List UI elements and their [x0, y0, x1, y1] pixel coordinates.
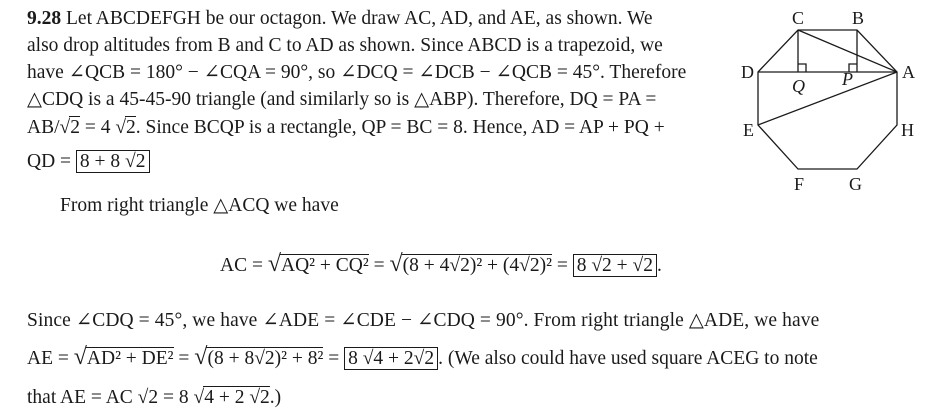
label-f: F: [794, 174, 805, 194]
text-ab: AB/: [27, 117, 60, 138]
sqrt-two-b: 2: [126, 117, 136, 138]
ae-radicand-1: AD² + DE²: [86, 348, 174, 369]
ae-equals-1: =: [173, 348, 195, 369]
sqrt-two: 2: [70, 117, 80, 138]
label-a: A: [902, 62, 915, 82]
answer-ae-radicand: 4 + 2√2: [373, 348, 435, 369]
label-d: D: [741, 62, 754, 82]
problem-line-2: also drop altitudes from B and C to AD as shown. Since ABCD is a trapezoid, we: [27, 35, 663, 56]
eq-radicand-1: AQ² + CQ²: [281, 255, 369, 276]
problem-number: 9.28: [27, 8, 62, 29]
answer-ae-coef: 8: [348, 348, 358, 369]
eq-radicand-2: (8 + 4√2)² + (4√2)²: [402, 255, 552, 276]
text-rectangle: . Since BCQP is a rectangle, QP = BC = 8. Hence, AD = AP + PQ +: [135, 117, 665, 138]
label-b: B: [852, 8, 865, 28]
problem-line-4: △CDQ is a 45-45-90 triangle (and similarly so is △ABP). Therefore, DQ = PA =: [27, 89, 657, 110]
problem-line-1: [27, 8, 653, 29]
segment-ac: [798, 30, 897, 72]
segment-ae: [758, 72, 897, 125]
para3-line-1: Since ∠CDQ = 45°, we have ∠ADE = ∠CDE − ∠CDQ = 90°. From right triangle △ADE, we have: [27, 310, 820, 331]
text-qd: QD =: [27, 151, 76, 172]
sqrt-symbol-4: √: [194, 344, 208, 370]
label-p: P: [842, 69, 853, 89]
label-h: H: [901, 120, 914, 140]
ae-alt-close: .): [269, 387, 282, 408]
eq-equals-2: =: [551, 255, 573, 276]
ae-equals-2: =: [323, 348, 345, 369]
answer-box-ad: 8 + 8 √2: [76, 150, 150, 173]
para2-intro: From right triangle △ACQ we have: [60, 195, 339, 216]
problem-line-6: [27, 150, 150, 172]
sqrt-symbol-3: √: [73, 344, 87, 370]
ae-radicand-2: (8 + 8√2)² + 8²: [207, 348, 324, 369]
equation-ac: AC = √AQ² + CQ² = √(8 + 4√2)² + (4√2)² = 8 √2 + √2 .: [220, 251, 662, 277]
problem-line-5: AB/√2 = 4 √2. Since BCQP is a rectangle, QP = BC = 8. Hence, AD = AP + PQ +: [27, 117, 665, 138]
text-ae-ac: that AE = AC √2 = 8: [27, 387, 189, 408]
answer-ac-radicand: 2 + √2: [602, 255, 653, 276]
sqrt-symbol: √: [267, 251, 282, 277]
right-angle-q: [798, 64, 806, 72]
eq-equals-1: =: [368, 255, 390, 276]
text-equals-four: = 4: [79, 117, 111, 138]
octagon-outline: [758, 30, 897, 169]
label-c: C: [792, 8, 805, 28]
para3-line-3: that AE = AC √2 = 8 √4 + 2 √2.): [27, 387, 282, 408]
answer-ad-part: 8 + 8: [79, 151, 121, 172]
label-q: Q: [792, 76, 805, 96]
text-ae: AE =: [27, 348, 74, 369]
problem-text-1: Let ABCDEFGH be our octagon. We draw AC, AD, and AE, as shown. We: [66, 8, 653, 29]
sqrt-symbol-2: √: [389, 251, 403, 277]
answer-box-ac: 8 √2 + √2: [573, 254, 657, 277]
label-e: E: [743, 120, 754, 140]
answer-ac-coef: 8: [576, 255, 587, 276]
ae-alt-radicand: 4 + 2 √2: [204, 387, 270, 408]
answer-ad-radicand: 2: [135, 151, 146, 172]
ae-note: . (We also could have used square ACEG to note: [438, 348, 818, 369]
answer-box-ae: 8 √4 + 2√2: [344, 347, 438, 370]
para3-line-2: [27, 344, 818, 370]
right-angle-p: [849, 64, 857, 72]
eq-lhs: AC =: [220, 255, 268, 276]
problem-line-3: have ∠QCB = 180° − ∠CQA = 90°, so ∠DCQ = ∠DCB − ∠QCB = 45°. Therefore: [27, 62, 687, 83]
label-g: G: [849, 174, 862, 194]
